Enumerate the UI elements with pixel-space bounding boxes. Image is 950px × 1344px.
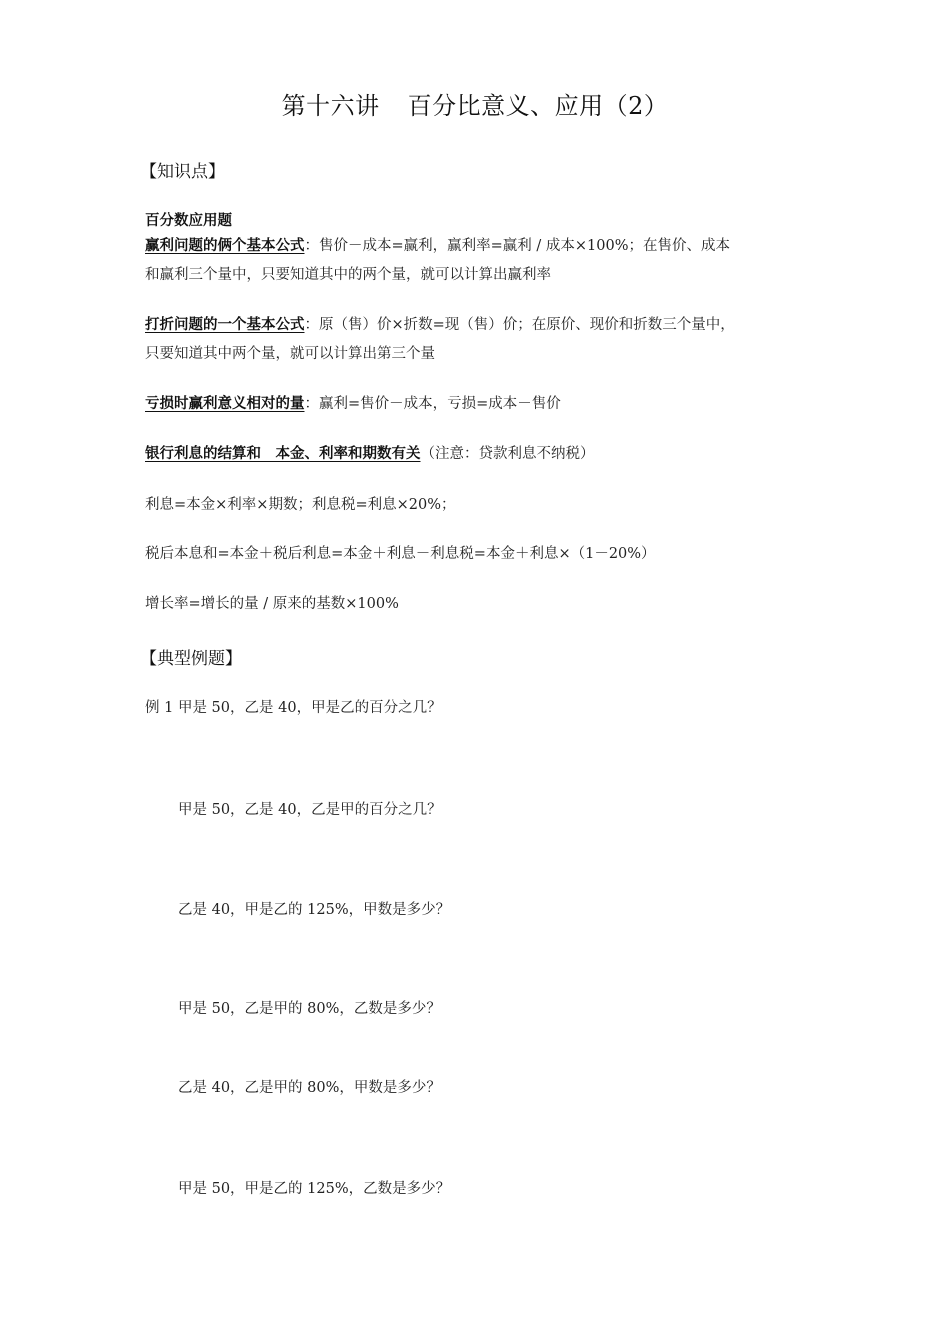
- example-label: 例 1: [145, 700, 174, 716]
- knowledge-heading: 【知识点】: [140, 162, 225, 182]
- rule-label: 银行利息的结算和 本金、利率和期数有关: [145, 446, 421, 462]
- example-1-q5: 乙是 40，乙是甲的 80%，甲数是多少？: [178, 1080, 441, 1096]
- rule-profit: 赢利问题的俩个基本公式：售价－成本=赢利，赢利率=赢利 / 成本×100%；在售价、成本 和赢利三个量中，只要知道其中的两个量，就可以计算出赢利率: [145, 232, 825, 290]
- rule-text: 原（售）价×折数=现（售）价；在原价、现价和折数三个量中，: [319, 317, 735, 333]
- rule-text: 售价－成本=赢利，赢利率=赢利 / 成本×100%；在售价、成本: [319, 238, 731, 254]
- rule-text-cont: 只要知道其中两个量，就可以计算出第三个量: [145, 346, 435, 362]
- examples-heading: 【典型例题】: [140, 649, 242, 669]
- formula-growth-rate: 增长率=增长的量 / 原来的基数×100%: [145, 596, 399, 612]
- example-1-q4: 甲是 50，乙是甲的 80%，乙数是多少？: [178, 1001, 441, 1017]
- example-question: 甲是 50，乙是 40，甲是乙的百分之几？: [177, 700, 442, 716]
- rule-label: 亏损时赢利意义相对的量: [145, 396, 305, 412]
- rule-text: 赢利=售价－成本，亏损=成本－售价: [319, 396, 561, 412]
- example-1: [145, 696, 442, 717]
- formula-after-tax: 税后本息和=本金＋税后利息=本金＋利息－利息税=本金＋利息×（1－20%）: [145, 546, 656, 562]
- page-title: [0, 86, 950, 121]
- formula-interest: 利息=本金×利率×期数；利息税=利息×20%；: [145, 497, 456, 513]
- rule-note: （注意：贷款利息不纳税）: [420, 446, 595, 462]
- rule-loss: 亏损时赢利意义相对的量：赢利=售价－成本，亏损=成本－售价: [145, 396, 561, 412]
- example-1-q3: 乙是 40，甲是乙的 125%，甲数是多少？: [178, 902, 451, 918]
- rule-label: 赢利问题的俩个基本公式: [145, 238, 305, 254]
- rule-label: 打折问题的一个基本公式: [145, 317, 305, 333]
- rule-discount: 打折问题的一个基本公式：原（售）价×折数=现（售）价；在原价、现价和折数三个量中， 只要知道其中两个量，就可以计算出第三个量: [145, 311, 825, 369]
- title-lecture-number: 第十六讲: [281, 92, 380, 120]
- example-1-q6: 甲是 50，甲是乙的 125%，乙数是多少？: [178, 1181, 451, 1197]
- rule-bank-interest: [145, 440, 825, 469]
- subheading-percent-problems: 百分数应用题: [145, 213, 232, 229]
- title-topic: 百分比意义、应用（2）: [407, 92, 669, 120]
- example-1-q2: 甲是 50，乙是 40，乙是甲的百分之几？: [178, 802, 442, 818]
- rule-text-cont: 和赢利三个量中，只要知道其中的两个量，就可以计算出赢利率: [145, 267, 551, 283]
